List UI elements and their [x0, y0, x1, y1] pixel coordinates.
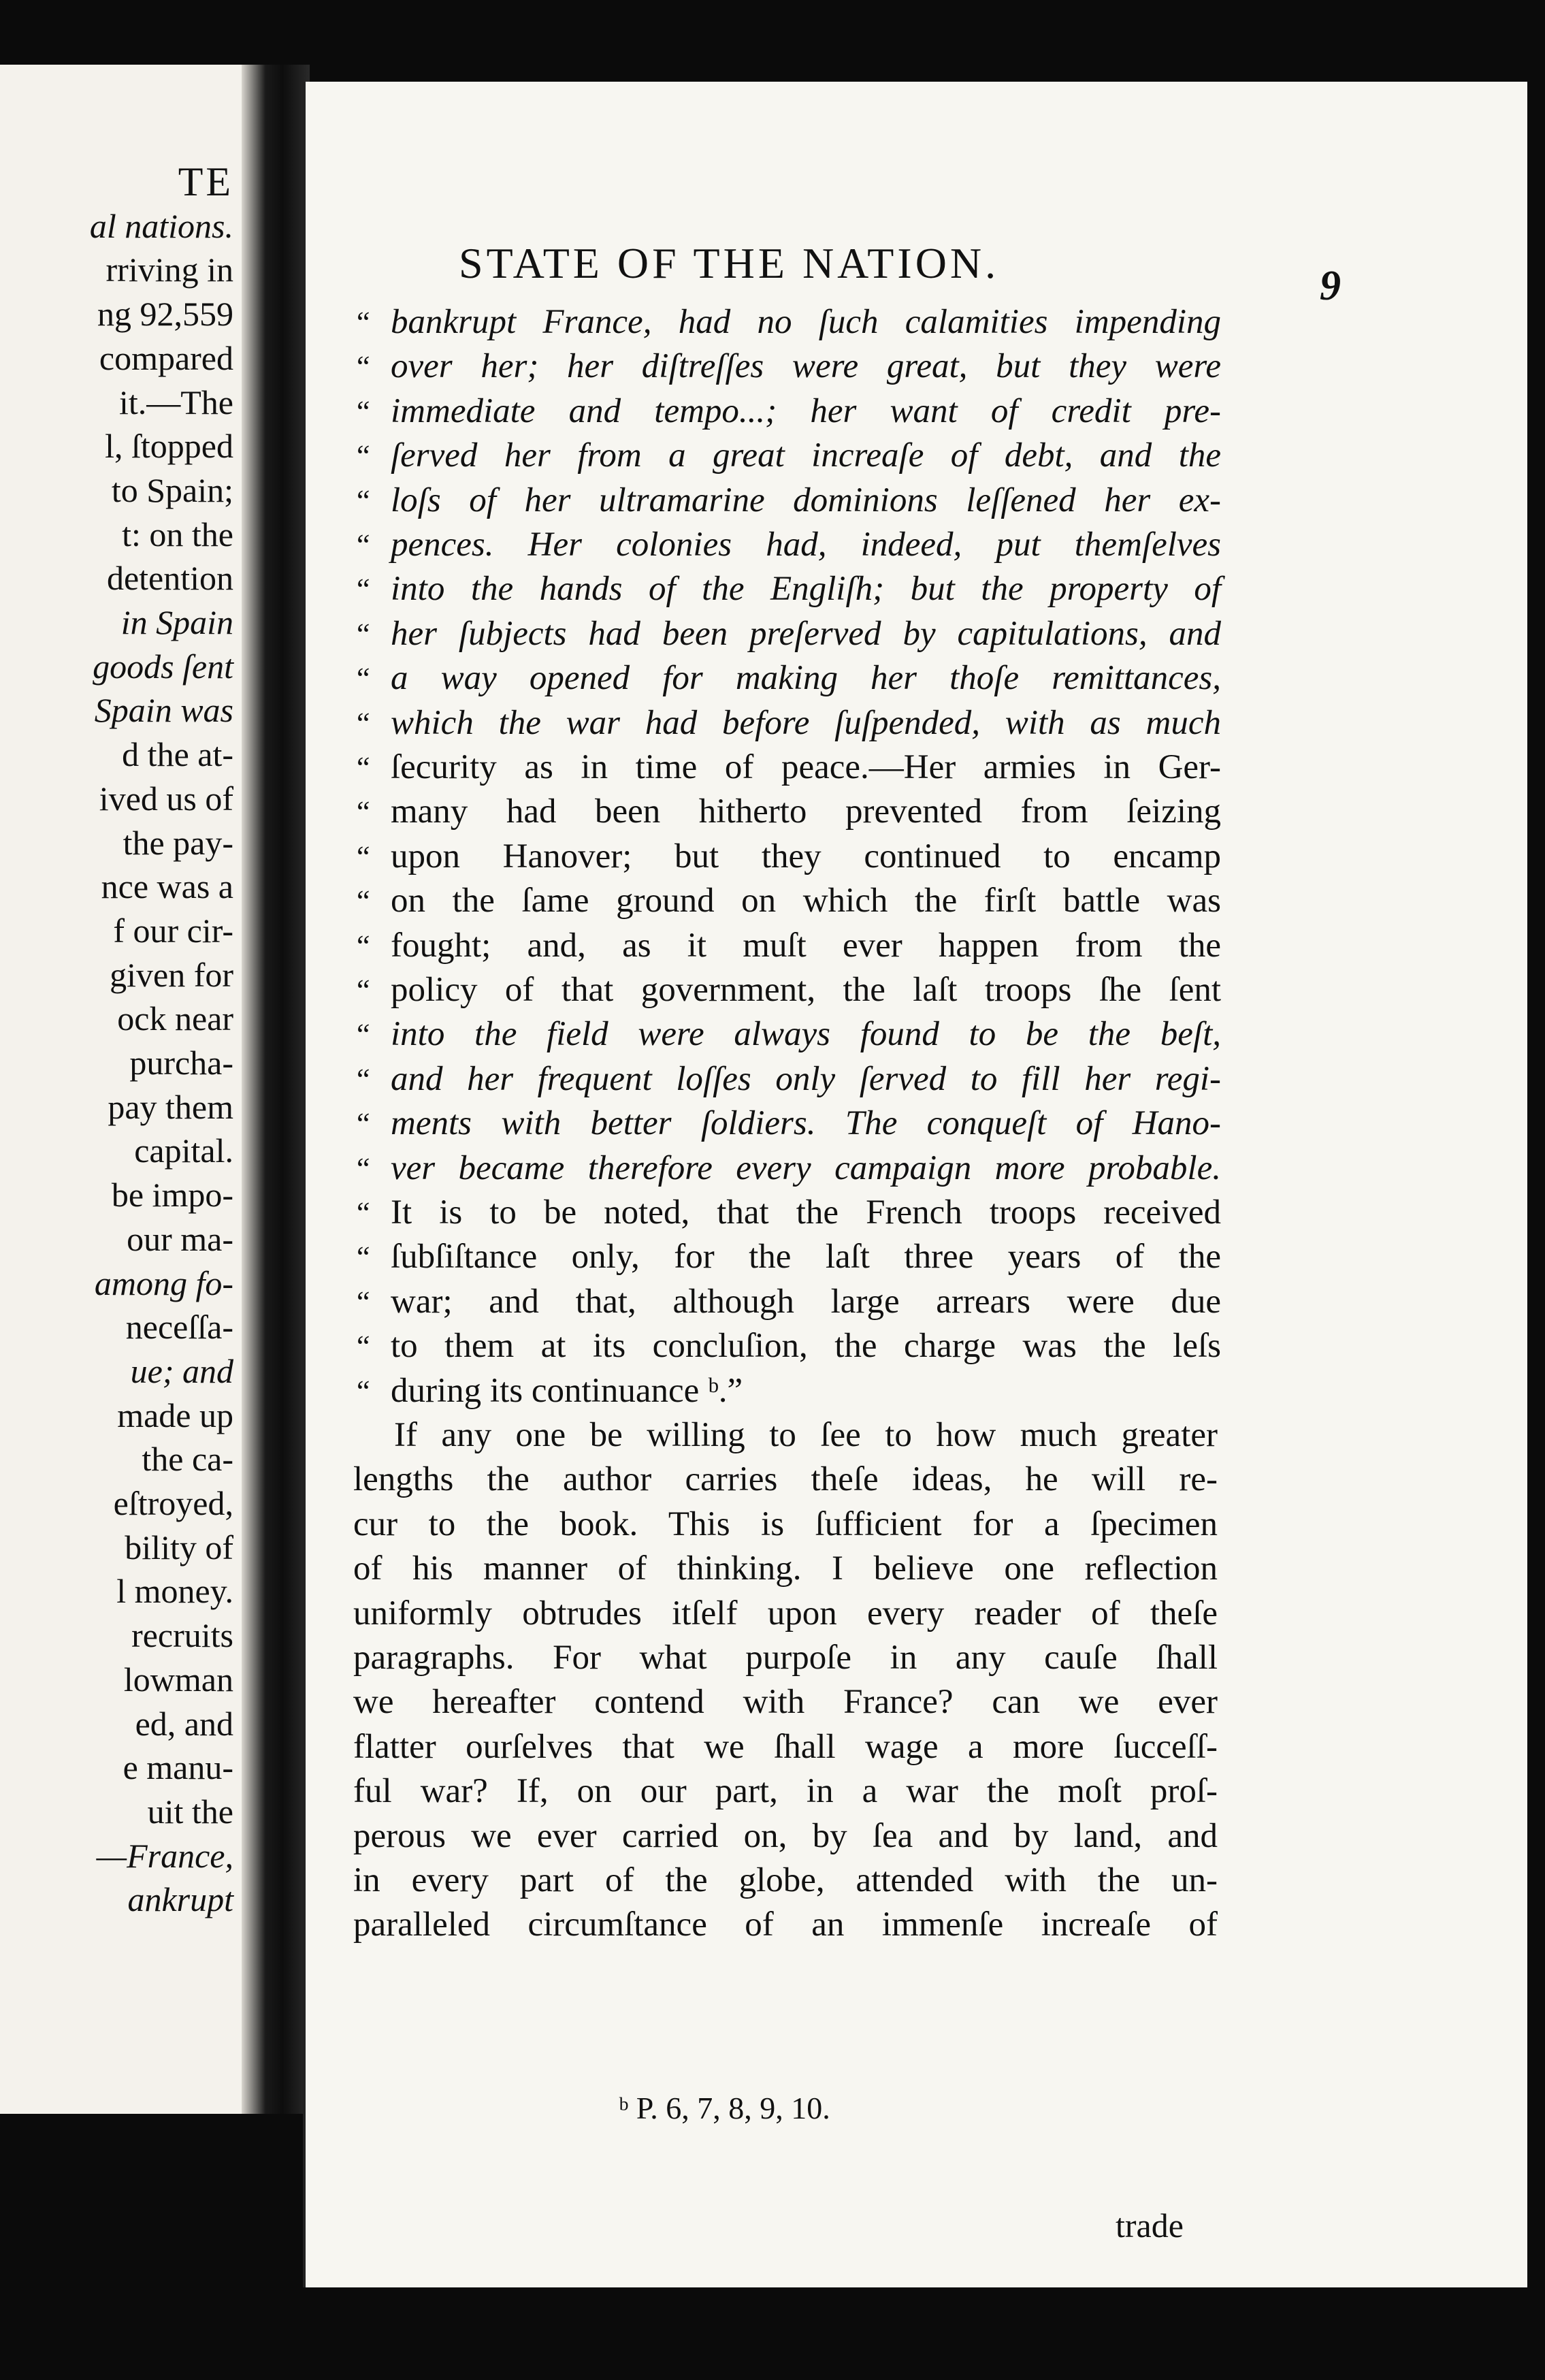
left-page-line: Spain was [94, 691, 233, 730]
quote-mark: “ [357, 706, 370, 740]
quote-mark: “ [357, 1107, 370, 1141]
quote-line-text: many had been hitherto prevented from ſeizing [391, 792, 1221, 831]
left-page-line: among fo- [94, 1264, 233, 1302]
quote-mark: “ [357, 884, 370, 918]
left-page-line: neceſſa- [125, 1308, 233, 1347]
left-page-line: our ma- [127, 1219, 233, 1258]
catchword: trade [1116, 2206, 1184, 2245]
quote-mark: “ [357, 1285, 370, 1319]
quote-line-text: ſecurity as in time of peace.—Her armies in Ger- [391, 748, 1221, 786]
left-page-line: d the at- [122, 735, 233, 774]
left-page-line: —France, [96, 1836, 233, 1875]
quote-line-text: ſerved her from a great increaſe of debt, and the [391, 436, 1221, 475]
body-line: perous we ever carried on, by ſea and by land, and [353, 1816, 1218, 1855]
quote-mark: “ [357, 839, 370, 873]
quote-line-text: ſubſiſtance only, for the laſt three years of the [391, 1238, 1221, 1276]
quote-line-text: her ſubjects had been preſerved by capitulations, and [391, 614, 1221, 653]
quote-line-text: upon Hanover; but they continued to encamp [391, 837, 1221, 875]
quote-line-text: during its continuance ᵇ.” [391, 1371, 743, 1410]
body-line: uniformly obtrudes itſelf upon every reader of theſe [353, 1594, 1218, 1633]
quote-line-text: loſs of her ultramarine dominions leſſened her ex- [391, 481, 1221, 519]
quote-mark: “ [357, 617, 370, 651]
body-line: of his manner of thinking. I believe one reflection [353, 1549, 1218, 1588]
quote-mark: “ [357, 439, 370, 473]
quote-line-text: to them at its concluſion, the charge was the leſs [391, 1327, 1221, 1366]
quote-mark: “ [357, 1330, 370, 1364]
quote-line-text: into the hands of the Engliſh; but the property of [391, 570, 1221, 609]
body-line: ful war? If, on our part, in a war the moſt proſ- [353, 1772, 1218, 1811]
left-page-line: it.—The [118, 383, 233, 421]
left-page-line: be impo- [111, 1176, 233, 1215]
quote-mark: “ [357, 306, 370, 339]
quote-line-text: war; and that, although large arrears were due [391, 1282, 1221, 1321]
left-page-line: t: on the [122, 515, 233, 553]
left-page [0, 65, 242, 2114]
quote-line-text: ver became therefore every campaign more probable. [391, 1148, 1221, 1187]
quote-line-text: immediate and tempo...; her want of credit pre- [391, 391, 1221, 430]
quote-line-text: ments with better ſoldiers. The conqueſt of Hano- [391, 1104, 1221, 1143]
body-line: If any one be willing to ſee to how much greater [394, 1416, 1218, 1454]
left-page-line: ankrupt [127, 1880, 233, 1919]
quote-mark: “ [357, 1240, 370, 1274]
left-page-line: lowman [123, 1660, 233, 1699]
quote-mark: “ [357, 350, 370, 384]
quote-mark: “ [357, 795, 370, 829]
quote-mark: “ [357, 528, 370, 562]
left-page-line: given for [110, 955, 233, 994]
left-page-line: bility of [125, 1528, 233, 1566]
quote-mark: “ [357, 929, 370, 963]
left-page-line: e manu- [123, 1748, 233, 1787]
left-page-line: ived us of [99, 779, 233, 818]
body-line: in every part of the globe, attended with the un- [353, 1861, 1218, 1899]
left-page-line: detention [106, 559, 233, 598]
running-header: STATE OF THE NATION. [459, 239, 1000, 287]
quote-mark: “ [357, 1374, 370, 1408]
left-page-line: ed, and [135, 1704, 233, 1743]
left-page-line: purcha- [129, 1044, 233, 1082]
quote-mark: “ [357, 1151, 370, 1185]
footnote: ᵇ P. 6, 7, 8, 9, 10. [619, 2091, 830, 2125]
body-line: paragraphs. For what purpoſe in any cauſe ſhall [353, 1639, 1218, 1677]
quote-line-text: over her; her diſtreſſes were great, but they were [391, 347, 1221, 386]
left-page-line: TE [178, 159, 233, 204]
left-page-line: f our cir- [113, 911, 233, 950]
quote-mark: “ [357, 1062, 370, 1096]
left-page-line: uit the [147, 1792, 233, 1831]
left-page-line: to Spain; [111, 470, 233, 509]
quote-mark: “ [357, 1196, 370, 1229]
quote-line-text: and her frequent loſſes only ſerved to fill her regi- [391, 1059, 1221, 1098]
quote-mark: “ [357, 573, 370, 607]
left-page-line: ock near [117, 999, 233, 1038]
book-gutter [242, 65, 310, 2114]
quote-line-text: It is to be noted, that the French troops received [391, 1193, 1221, 1232]
quote-line-text: pences. Her colonies had, indeed, put themſelves [391, 526, 1221, 564]
left-page-line: rriving in [105, 251, 233, 289]
body-line: we hereafter contend with France? can we ever [353, 1683, 1218, 1722]
quote-line-text: policy of that government, the laſt troops ſhe ſent [391, 971, 1221, 1009]
left-page-line: the ca- [142, 1440, 233, 1479]
quote-line-text: which the war had before ſuſpended, with as much [391, 703, 1221, 742]
left-page-line: recruits [131, 1616, 233, 1655]
left-page-line: goods ſent [93, 647, 233, 686]
left-page-line: compared [99, 338, 233, 377]
quote-line-text: a way opened for making her thoſe remittances, [391, 659, 1221, 698]
quote-mark: “ [357, 974, 370, 1007]
body-line: flatter ourſelves that we ſhall wage a more ſucceſſ- [353, 1727, 1218, 1766]
quote-line-text: bankrupt France, had no ſuch calamities impending [391, 303, 1221, 341]
left-page-line: ue; and [130, 1351, 233, 1390]
left-page-line: ng 92,559 [97, 295, 233, 334]
quote-mark: “ [357, 483, 370, 517]
left-page-line: nce was a [101, 867, 233, 906]
left-page-line: pay them [108, 1087, 233, 1126]
left-page-line: eſtroyed, [113, 1484, 233, 1522]
body-line: lengths the author carries theſe ideas, he will re- [353, 1460, 1218, 1499]
left-page-line: capital. [134, 1131, 233, 1170]
quote-mark: “ [357, 662, 370, 696]
right-page [303, 82, 1527, 2287]
left-page-line: al nations. [89, 206, 233, 245]
body-line: cur to the book. This is ſufficient for a ſpecimen [353, 1505, 1218, 1543]
left-page-line: l, ſtopped [105, 427, 233, 466]
quote-line-text: on the ſame ground on which the firſt battle was [391, 882, 1221, 920]
left-page-line: the pay- [123, 823, 233, 862]
left-page-line: l money. [116, 1572, 233, 1611]
quote-mark: “ [357, 394, 370, 428]
left-page-line: made up [117, 1396, 233, 1434]
body-line: paralleled circumſtance of an immenſe increaſe of [353, 1905, 1218, 1944]
quote-mark: “ [357, 751, 370, 784]
quote-mark: “ [357, 1018, 370, 1052]
quote-line-text: fought; and, as it muſt ever happen from the [391, 926, 1221, 965]
quote-line-text: into the field were always found to be the beſt, [391, 1015, 1221, 1054]
left-page-line: in Spain [120, 603, 233, 641]
page-number: 9 [1320, 263, 1341, 309]
